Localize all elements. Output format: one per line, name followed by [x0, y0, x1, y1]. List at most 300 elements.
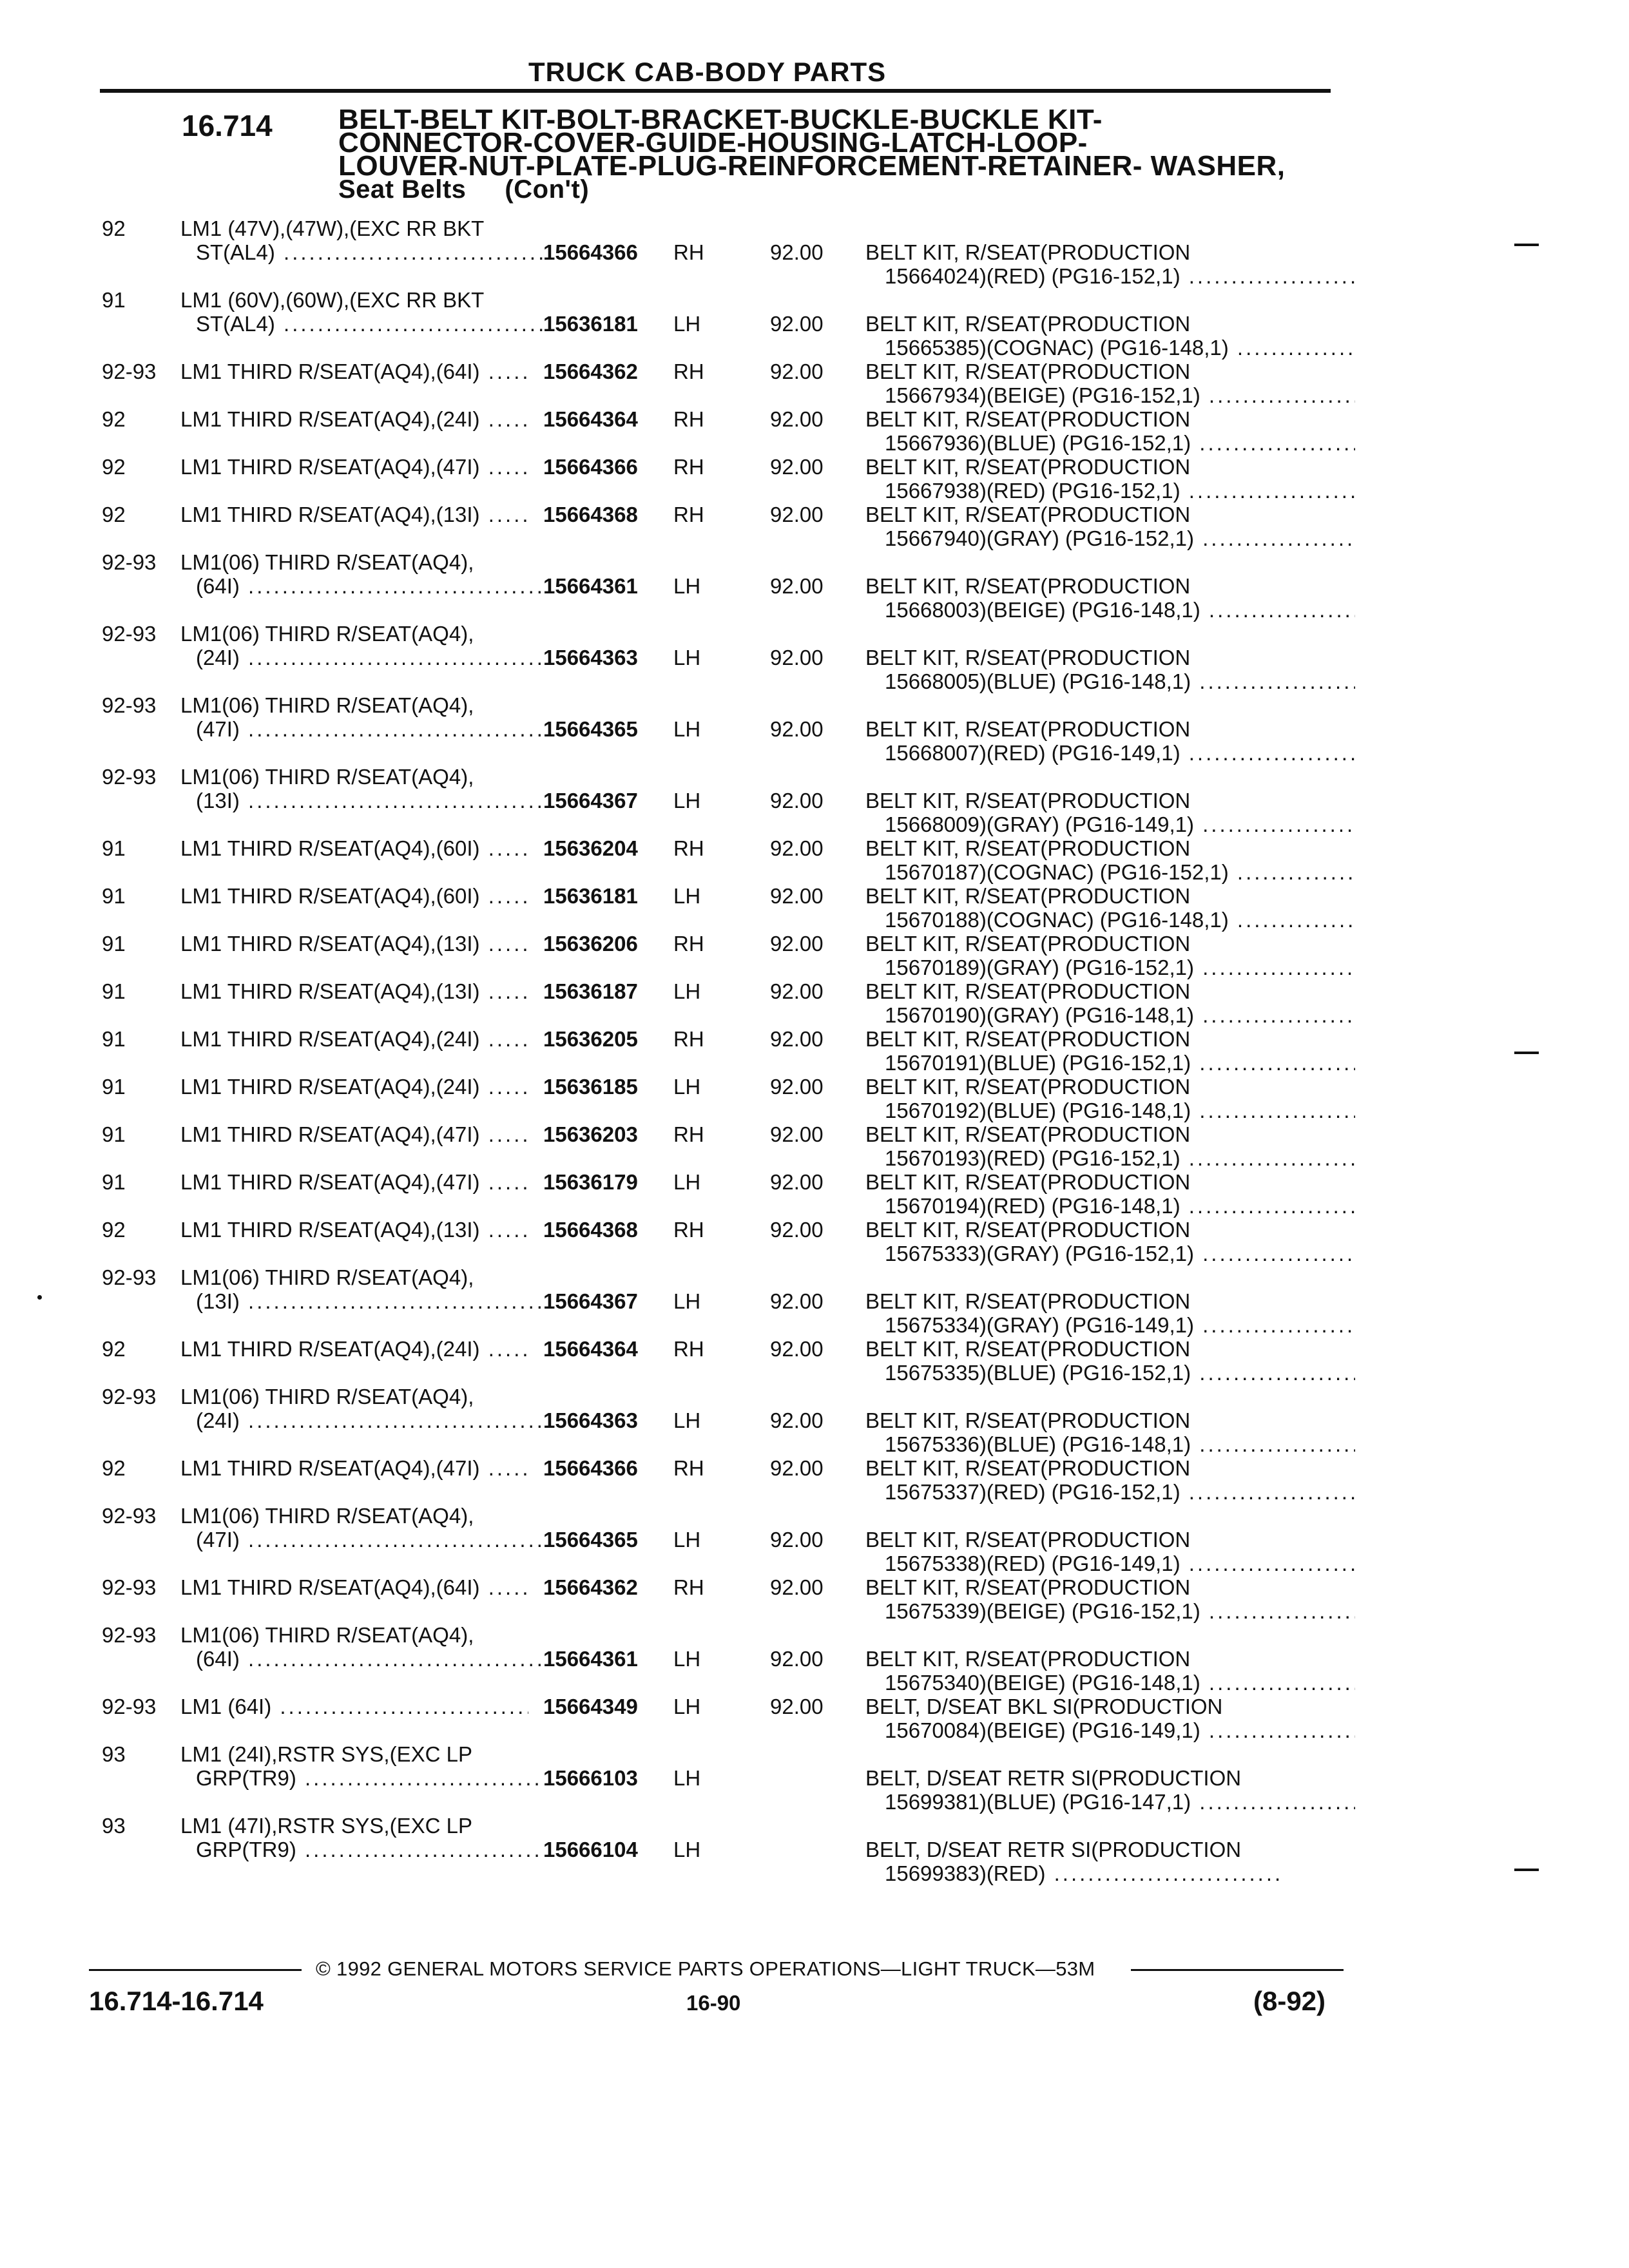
description-line-1: BELT KIT, R/SEAT(PRODUCTION	[865, 240, 1191, 264]
usage-line-2: (13I) .....	[196, 789, 544, 812]
usage-line-1: LM1 THIRD R/SEAT(AQ4),(24I) .....	[180, 407, 528, 431]
footer-copyright: © 1992 GENERAL MOTORS SERVICE PARTS OPERATIONS—LIGHT TRUCK—53M	[316, 1957, 1095, 1980]
part-number: 15664349	[543, 1695, 638, 1718]
description-line-2: 15699381)(BLUE) (PG16-147,1) .....	[865, 1790, 1355, 1814]
table-row	[0, 1170, 1629, 1218]
quantity: 92.00	[770, 1408, 824, 1432]
description-line-2: 15675335)(BLUE) (PG16-152,1) .....	[865, 1361, 1355, 1385]
description	[865, 979, 1355, 1027]
table-row	[0, 765, 1629, 836]
side: LH	[673, 1647, 701, 1671]
quantity: 92.00	[770, 646, 824, 669]
usage	[180, 216, 541, 264]
usage-line-2: ST(AL4) .....	[196, 240, 544, 264]
usage-line-1: LM1(06) THIRD R/SEAT(AQ4),	[180, 622, 474, 646]
description-line-2: 15668009)(GRAY) (PG16-149,1) .....	[865, 812, 1355, 836]
description	[865, 1647, 1355, 1695]
description	[865, 574, 1355, 622]
model-year: 91	[102, 932, 126, 956]
part-number: 15664364	[543, 1337, 638, 1361]
usage-line-1: LM1(06) THIRD R/SEAT(AQ4),	[180, 765, 474, 789]
model-year: 92	[102, 1456, 126, 1480]
description	[865, 1695, 1355, 1742]
side: LH	[673, 789, 701, 812]
usage	[180, 693, 541, 741]
quantity: 92.00	[770, 789, 824, 812]
usage	[180, 1385, 541, 1432]
quantity: 92.00	[770, 1075, 824, 1099]
model-year: 91	[102, 1122, 126, 1146]
part-number: 15636181	[543, 884, 638, 908]
description-line-1: BELT KIT, R/SEAT(PRODUCTION	[865, 1456, 1191, 1480]
quantity: 92.00	[770, 1027, 824, 1051]
description-line-1: BELT KIT, R/SEAT(PRODUCTION	[865, 979, 1191, 1003]
description	[865, 1456, 1355, 1504]
usage	[180, 1814, 541, 1861]
description-line-2: 15665385)(COGNAC) (PG16-148,1) .....	[865, 336, 1355, 360]
description	[865, 240, 1355, 288]
description-line-1: BELT KIT, R/SEAT(PRODUCTION	[865, 836, 1191, 860]
usage-line-1: LM1(06) THIRD R/SEAT(AQ4),	[180, 693, 474, 717]
model-year: 92-93	[102, 360, 157, 383]
model-year: 92-93	[102, 1575, 157, 1599]
table-row	[0, 979, 1629, 1027]
part-number: 15666104	[543, 1838, 638, 1861]
usage-line-1: LM1(06) THIRD R/SEAT(AQ4),	[180, 1385, 474, 1408]
usage-line-2: (47I) .....	[196, 717, 544, 741]
part-number: 15664364	[543, 407, 638, 431]
description	[865, 836, 1355, 884]
description	[865, 1218, 1355, 1265]
description-line-1: BELT KIT, R/SEAT(PRODUCTION	[865, 884, 1191, 908]
side: RH	[673, 240, 704, 264]
table-row	[0, 836, 1629, 884]
description-line-1: BELT KIT, R/SEAT(PRODUCTION	[865, 717, 1191, 741]
description-line-1: BELT KIT, R/SEAT(PRODUCTION	[865, 646, 1191, 669]
part-number: 15664362	[543, 1575, 638, 1599]
usage	[180, 1504, 541, 1552]
table-row	[0, 455, 1629, 503]
description-line-2: 15675333)(GRAY) (PG16-152,1) .....	[865, 1242, 1355, 1265]
quantity: 92.00	[770, 1528, 824, 1552]
part-number: 15664362	[543, 360, 638, 383]
description	[865, 884, 1355, 932]
quantity: 92.00	[770, 503, 824, 526]
model-year: 92	[102, 503, 126, 526]
description	[865, 407, 1355, 455]
side: LH	[673, 1408, 701, 1432]
model-year: 92-93	[102, 693, 157, 717]
side: LH	[673, 1075, 701, 1099]
model-year: 92	[102, 1218, 126, 1242]
model-year: 91	[102, 884, 126, 908]
stray-dot	[37, 1295, 42, 1300]
footer-page-number: 16-90	[686, 1991, 741, 2015]
model-year: 91	[102, 288, 126, 312]
model-year: 92	[102, 455, 126, 479]
usage-line-1: LM1 THIRD R/SEAT(AQ4),(47I) .....	[180, 455, 528, 479]
description-line-1: BELT KIT, R/SEAT(PRODUCTION	[865, 1027, 1191, 1051]
footer-date: (8-92)	[1253, 1986, 1326, 2016]
usage	[180, 1695, 541, 1718]
usage-line-1: LM1(06) THIRD R/SEAT(AQ4),	[180, 550, 474, 574]
side: LH	[673, 979, 701, 1003]
description	[865, 1289, 1355, 1337]
footer-rule-right	[1131, 1969, 1344, 1971]
description-line-1: BELT KIT, R/SEAT(PRODUCTION	[865, 1218, 1191, 1242]
model-year: 92-93	[102, 765, 157, 789]
usage-line-1: LM1 THIRD R/SEAT(AQ4),(24I) .....	[180, 1027, 528, 1051]
description-line-2: 15675340)(BEIGE) (PG16-148,1) .....	[865, 1671, 1355, 1695]
description-line-2: 15668003)(BEIGE) (PG16-148,1) .....	[865, 598, 1355, 622]
quantity: 92.00	[770, 1122, 824, 1146]
model-year: 91	[102, 979, 126, 1003]
side: RH	[673, 1218, 704, 1242]
section-number: 16.714	[182, 109, 273, 142]
table-row	[0, 1075, 1629, 1122]
description-line-1: BELT KIT, R/SEAT(PRODUCTION	[865, 407, 1191, 431]
description	[865, 1170, 1355, 1218]
section-title-line: LOUVER-NUT-PLATE-PLUG-REINFORCEMENT-RETAINER- WASHER,	[338, 150, 1286, 182]
part-number: 15664368	[543, 1218, 638, 1242]
side: RH	[673, 360, 704, 383]
usage	[180, 765, 541, 812]
description-line-2: 15668007)(RED) (PG16-149,1) .....	[865, 741, 1355, 765]
description	[865, 1337, 1355, 1385]
usage-line-2: (64I) .....	[196, 1647, 544, 1671]
table-row	[0, 693, 1629, 764]
usage-line-1: LM1 THIRD R/SEAT(AQ4),(24I) .....	[180, 1075, 528, 1099]
table-row	[0, 622, 1629, 693]
description-line-2: 15699383)(RED) .....	[865, 1861, 1355, 1885]
usage-line-1: LM1 THIRD R/SEAT(AQ4),(60I) .....	[180, 884, 528, 908]
description	[865, 1766, 1355, 1814]
usage-line-1: LM1 THIRD R/SEAT(AQ4),(47I) .....	[180, 1122, 528, 1146]
description-line-1: BELT KIT, R/SEAT(PRODUCTION	[865, 1075, 1191, 1099]
part-number: 15664366	[543, 240, 638, 264]
model-year: 92-93	[102, 1504, 157, 1528]
part-number: 15664366	[543, 455, 638, 479]
description-line-1: BELT KIT, R/SEAT(PRODUCTION	[865, 1170, 1191, 1194]
side: RH	[673, 1575, 704, 1599]
table-row	[0, 360, 1629, 407]
table-row	[0, 1623, 1629, 1694]
usage-line-2: GRP(TR9) .....	[196, 1766, 544, 1790]
description-line-1: BELT KIT, R/SEAT(PRODUCTION	[865, 503, 1191, 526]
part-number: 15664365	[543, 717, 638, 741]
side: LH	[673, 574, 701, 598]
description-line-2: 15675338)(RED) (PG16-149,1) .....	[865, 1552, 1355, 1575]
description	[865, 1408, 1355, 1456]
model-year: 91	[102, 1075, 126, 1099]
description	[865, 503, 1355, 550]
description	[865, 312, 1355, 360]
usage-line-2: ST(AL4) .....	[196, 312, 544, 336]
header-rule	[100, 89, 1331, 93]
table-row	[0, 1814, 1629, 1885]
usage-line-1: LM1 THIRD R/SEAT(AQ4),(24I) .....	[180, 1337, 528, 1361]
usage	[180, 884, 541, 908]
section-title	[338, 104, 1344, 204]
part-number: 15636179	[543, 1170, 638, 1194]
part-number: 15664366	[543, 1456, 638, 1480]
description-line-1: BELT KIT, R/SEAT(PRODUCTION	[865, 1528, 1191, 1552]
description-line-2: 15675337)(RED) (PG16-152,1) .....	[865, 1480, 1355, 1504]
usage-line-1: LM1 (60V),(60W),(EXC RR BKT	[180, 288, 485, 312]
side: LH	[673, 312, 701, 336]
usage	[180, 622, 541, 669]
quantity: 92.00	[770, 932, 824, 956]
usage-line-1: LM1 THIRD R/SEAT(AQ4),(13I) .....	[180, 932, 528, 956]
description	[865, 1027, 1355, 1075]
usage	[180, 1337, 541, 1361]
part-number: 15666103	[543, 1766, 638, 1790]
side: LH	[673, 884, 701, 908]
usage-line-1: LM1 THIRD R/SEAT(AQ4),(60I) .....	[180, 836, 528, 860]
description	[865, 1122, 1355, 1170]
usage-line-1: LM1 THIRD R/SEAT(AQ4),(13I) .....	[180, 1218, 528, 1242]
description-line-2: 15670188)(COGNAC) (PG16-148,1) .....	[865, 908, 1355, 932]
table-row	[0, 1265, 1629, 1336]
side: LH	[673, 717, 701, 741]
model-year: 92-93	[102, 1265, 157, 1289]
description	[865, 1838, 1355, 1885]
description-line-1: BELT KIT, R/SEAT(PRODUCTION	[865, 1122, 1191, 1146]
model-year: 92-93	[102, 1385, 157, 1408]
quantity: 92.00	[770, 407, 824, 431]
side: RH	[673, 1122, 704, 1146]
quantity: 92.00	[770, 884, 824, 908]
description-line-2: 15667938)(RED) (PG16-152,1) .....	[865, 479, 1355, 503]
description-line-1: BELT, D/SEAT RETR SI(PRODUCTION	[865, 1766, 1242, 1790]
part-number: 15664365	[543, 1528, 638, 1552]
table-row	[0, 1122, 1629, 1170]
usage-line-1: LM1 THIRD R/SEAT(AQ4),(47I) .....	[180, 1456, 528, 1480]
usage-line-1: LM1 (47V),(47W),(EXC RR BKT	[180, 216, 485, 240]
side: LH	[673, 1838, 701, 1861]
description-line-1: BELT KIT, R/SEAT(PRODUCTION	[865, 789, 1191, 812]
description-line-2: 15675339)(BEIGE) (PG16-152,1) .....	[865, 1599, 1355, 1623]
part-number: 15636204	[543, 836, 638, 860]
usage-line-1: LM1 THIRD R/SEAT(AQ4),(13I) .....	[180, 503, 528, 526]
quantity: 92.00	[770, 455, 824, 479]
side: LH	[673, 1289, 701, 1313]
quantity: 92.00	[770, 574, 824, 598]
table-row	[0, 288, 1629, 359]
part-number: 15664361	[543, 1647, 638, 1671]
model-year: 92-93	[102, 1623, 157, 1647]
part-number: 15664367	[543, 789, 638, 812]
model-year: 92	[102, 1337, 126, 1361]
section-title-line: CONNECTOR-COVER-GUIDE-HOUSING-LATCH-LOOP-	[338, 127, 1088, 159]
side: RH	[673, 932, 704, 956]
table-row	[0, 1742, 1629, 1813]
table-row	[0, 1337, 1629, 1385]
table-row	[0, 884, 1629, 932]
description	[865, 1528, 1355, 1575]
model-year: 92-93	[102, 622, 157, 646]
description-line-2: 15675336)(BLUE) (PG16-148,1) .....	[865, 1432, 1355, 1456]
side: RH	[673, 1456, 704, 1480]
part-number: 15636205	[543, 1027, 638, 1051]
table-row	[0, 932, 1629, 979]
usage	[180, 1170, 541, 1194]
part-number: 15636181	[543, 312, 638, 336]
description	[865, 789, 1355, 836]
usage-line-1: LM1 (47I),RSTR SYS,(EXC LP	[180, 1814, 472, 1838]
table-row	[0, 503, 1629, 550]
usage-line-1: LM1 THIRD R/SEAT(AQ4),(47I) .....	[180, 1170, 528, 1194]
model-year: 91	[102, 1027, 126, 1051]
usage-line-1: LM1(06) THIRD R/SEAT(AQ4),	[180, 1504, 474, 1528]
margin-mark	[1514, 1869, 1539, 1871]
description-line-1: BELT KIT, R/SEAT(PRODUCTION	[865, 1337, 1191, 1361]
usage-line-1: LM1 (64I) .....	[180, 1695, 528, 1718]
quantity: 92.00	[770, 1695, 824, 1718]
usage	[180, 1742, 541, 1790]
quantity: 92.00	[770, 717, 824, 741]
quantity: 92.00	[770, 836, 824, 860]
description	[865, 717, 1355, 765]
description-line-1: BELT KIT, R/SEAT(PRODUCTION	[865, 360, 1191, 383]
description-line-2: 15670190)(GRAY) (PG16-148,1) .....	[865, 1003, 1355, 1027]
quantity: 92.00	[770, 312, 824, 336]
usage	[180, 836, 541, 860]
table-row	[0, 550, 1629, 621]
table-row	[0, 1456, 1629, 1504]
section-title-line: BELT-BELT KIT-BOLT-BRACKET-BUCKLE-BUCKLE KIT-	[338, 104, 1103, 135]
table-row	[0, 1575, 1629, 1623]
usage	[180, 288, 541, 336]
part-number: 15636203	[543, 1122, 638, 1146]
usage	[180, 1027, 541, 1051]
quantity: 92.00	[770, 979, 824, 1003]
usage	[180, 1075, 541, 1099]
description-line-2: 15670194)(RED) (PG16-148,1) .....	[865, 1194, 1355, 1218]
usage	[180, 932, 541, 956]
description-line-1: BELT KIT, R/SEAT(PRODUCTION	[865, 455, 1191, 479]
usage	[180, 455, 541, 479]
table-row	[0, 216, 1629, 287]
usage	[180, 407, 541, 431]
usage-line-1: LM1(06) THIRD R/SEAT(AQ4),	[180, 1623, 474, 1647]
side: LH	[673, 1528, 701, 1552]
usage	[180, 1575, 541, 1599]
side: RH	[673, 455, 704, 479]
description-line-2: 15670191)(BLUE) (PG16-152,1) .....	[865, 1051, 1355, 1075]
section-subtitle-text: Seat Belts	[338, 175, 467, 204]
usage	[180, 979, 541, 1003]
usage	[180, 360, 541, 383]
side: LH	[673, 1695, 701, 1718]
section-subtitle-cont: (Con't)	[505, 175, 590, 204]
usage-line-1: LM1 THIRD R/SEAT(AQ4),(13I) .....	[180, 979, 528, 1003]
description-line-1: BELT KIT, R/SEAT(PRODUCTION	[865, 312, 1191, 336]
side: LH	[673, 1170, 701, 1194]
usage-line-2: (24I) .....	[196, 1408, 544, 1432]
table-row	[0, 407, 1629, 455]
table-row	[0, 1695, 1629, 1742]
usage-line-2: (47I) .....	[196, 1528, 544, 1552]
model-year: 92-93	[102, 550, 157, 574]
part-number: 15636185	[543, 1075, 638, 1099]
description	[865, 360, 1355, 407]
side: LH	[673, 646, 701, 669]
usage	[180, 550, 541, 598]
side: LH	[673, 1766, 701, 1790]
description	[865, 1075, 1355, 1122]
model-year: 93	[102, 1742, 126, 1766]
usage-line-2: (13I) .....	[196, 1289, 544, 1313]
usage	[180, 1265, 541, 1313]
description-line-1: BELT, D/SEAT RETR SI(PRODUCTION	[865, 1838, 1242, 1861]
table-row	[0, 1218, 1629, 1265]
description	[865, 1575, 1355, 1623]
description-line-2: 15670192)(BLUE) (PG16-148,1) .....	[865, 1099, 1355, 1122]
side: RH	[673, 1337, 704, 1361]
usage-line-2: (64I) .....	[196, 574, 544, 598]
description-line-2: 15670189)(GRAY) (PG16-152,1) .....	[865, 956, 1355, 979]
quantity: 92.00	[770, 240, 824, 264]
quantity: 92.00	[770, 1647, 824, 1671]
description-line-2: 15667934)(BEIGE) (PG16-152,1) .....	[865, 383, 1355, 407]
usage-line-1: LM1 THIRD R/SEAT(AQ4),(64I) .....	[180, 1575, 528, 1599]
side: RH	[673, 836, 704, 860]
part-number: 15664367	[543, 1289, 638, 1313]
table-row	[0, 1385, 1629, 1456]
usage	[180, 1623, 541, 1671]
side: RH	[673, 503, 704, 526]
description	[865, 646, 1355, 693]
model-year: 92-93	[102, 1695, 157, 1718]
quantity: 92.00	[770, 1456, 824, 1480]
part-number: 15664363	[543, 1408, 638, 1432]
part-number: 15636187	[543, 979, 638, 1003]
description-line-1: BELT KIT, R/SEAT(PRODUCTION	[865, 1575, 1191, 1599]
description-line-1: BELT KIT, R/SEAT(PRODUCTION	[865, 1408, 1191, 1432]
usage-line-1: LM1 THIRD R/SEAT(AQ4),(64I) .....	[180, 360, 528, 383]
usage-line-2: GRP(TR9) .....	[196, 1838, 544, 1861]
description-line-2: 15667936)(BLUE) (PG16-152,1) .....	[865, 431, 1355, 455]
description	[865, 932, 1355, 979]
usage	[180, 1218, 541, 1242]
usage-line-1: LM1(06) THIRD R/SEAT(AQ4),	[180, 1265, 474, 1289]
margin-mark	[1514, 244, 1539, 246]
usage	[180, 503, 541, 526]
description-line-1: BELT KIT, R/SEAT(PRODUCTION	[865, 574, 1191, 598]
description	[865, 455, 1355, 503]
usage	[180, 1122, 541, 1146]
footer-section-range: 16.714-16.714	[89, 1986, 264, 2016]
model-year: 92	[102, 407, 126, 431]
usage	[180, 1456, 541, 1480]
side: RH	[673, 1027, 704, 1051]
model-year: 91	[102, 836, 126, 860]
table-row	[0, 1504, 1629, 1575]
description-line-2: 15664024)(RED) (PG16-152,1) .....	[865, 264, 1355, 288]
part-number: 15664368	[543, 503, 638, 526]
description-line-1: BELT KIT, R/SEAT(PRODUCTION	[865, 1289, 1191, 1313]
description-line-2: 15668005)(BLUE) (PG16-148,1) .....	[865, 669, 1355, 693]
quantity: 92.00	[770, 1218, 824, 1242]
quantity: 92.00	[770, 1337, 824, 1361]
description-line-1: BELT, D/SEAT BKL SI(PRODUCTION	[865, 1695, 1223, 1718]
margin-mark	[1514, 1052, 1539, 1054]
quantity: 92.00	[770, 1170, 824, 1194]
description-line-2: 15667940)(GRAY) (PG16-152,1) .....	[865, 526, 1355, 550]
model-year: 93	[102, 1814, 126, 1838]
quantity: 92.00	[770, 1289, 824, 1313]
